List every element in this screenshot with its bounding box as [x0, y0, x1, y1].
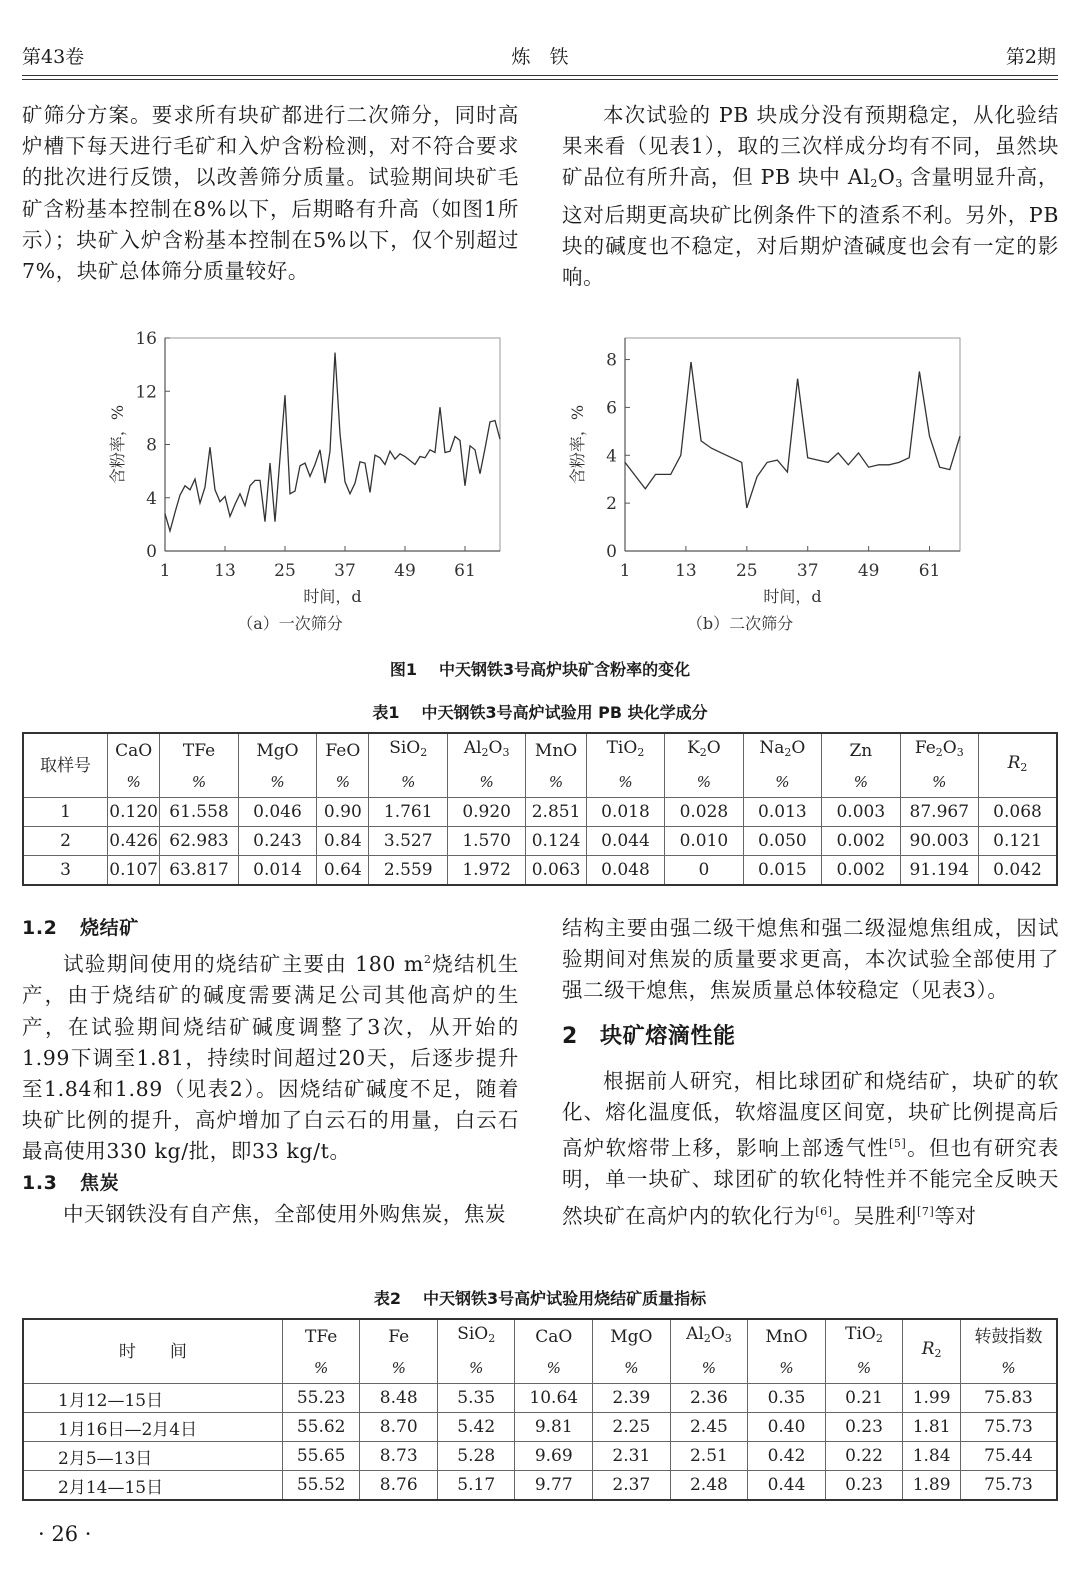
table1-caption: 表1 中天钢铁3号高炉试验用 PB 块化学成分	[372, 703, 708, 722]
table-cell: 0.018	[586, 798, 664, 827]
table-cell: 0.84	[317, 827, 369, 856]
column-header: TiO$_2$	[825, 1319, 902, 1353]
unit-label: %	[586, 767, 664, 798]
svg-text:49: 49	[857, 561, 880, 581]
column-header: TiO$_2$	[586, 733, 664, 767]
unit-label: %	[961, 1353, 1058, 1384]
table-cell: 2.51	[670, 1442, 748, 1471]
table-cell: 75.73	[961, 1471, 1058, 1501]
svg-text:61: 61	[454, 561, 476, 581]
table-cell: 0.22	[825, 1442, 902, 1471]
table-cell: 2.31	[593, 1442, 671, 1471]
unit-label: %	[670, 1353, 748, 1384]
svg-text:8: 8	[146, 435, 157, 456]
table-cell: 75.83	[961, 1384, 1058, 1413]
header-rule	[22, 79, 1058, 80]
paragraph: 本次试验的 PB 块成分没有预期稳定，从化验结果来看（见表1），取的三次样成分均有不同，虽然块矿品位有所升高，但 PB 块中 $Al_2O_3$ 含量明显升高，这对后期更高块矿比例条件下的渣系不利。另外，PB 块的碱度也不稳定，对后期炉渣碱度也会有一定的影响。	[562, 103, 1059, 290]
table-cell: 55.52	[282, 1471, 360, 1501]
section-heading-1-3: 1.3 焦炭	[22, 1171, 120, 1194]
table-cell: 2.37	[593, 1471, 671, 1501]
svg-text:13: 13	[675, 561, 697, 581]
column-header: SiO$_2$	[369, 733, 447, 767]
svg-text:含粉率，%: 含粉率，%	[108, 404, 127, 485]
unit-label: %	[447, 767, 525, 798]
svg-text:1: 1	[619, 561, 631, 581]
unit-label: %	[665, 767, 743, 798]
table-cell: 0.014	[238, 856, 316, 886]
table-cell: 91.194	[900, 856, 978, 886]
table-row	[23, 1442, 1057, 1471]
svg-text:37: 37	[796, 561, 819, 581]
svg-text:61: 61	[918, 561, 941, 581]
column-header: MnO	[526, 733, 586, 767]
left-column-top	[22, 100, 519, 287]
table-pb-chemical-composition	[22, 732, 1058, 886]
svg-text:0: 0	[606, 542, 617, 562]
table-cell: 1.761	[369, 798, 447, 827]
unit-label: %	[900, 767, 978, 798]
right-column-top	[562, 100, 1059, 293]
table-cell: 2.48	[670, 1471, 748, 1501]
citation[interactable]: [6]	[815, 1204, 833, 1218]
row-header-cell: 取样号	[23, 733, 107, 798]
unit-label: %	[593, 1353, 671, 1384]
svg-text:25: 25	[274, 561, 296, 581]
table-cell: 75.44	[961, 1442, 1058, 1471]
svg-text:8: 8	[606, 350, 617, 371]
table-cell: 0.42	[748, 1442, 826, 1471]
table-cell: 0.90	[317, 798, 369, 827]
column-header: FeO	[317, 733, 369, 767]
row-header-cell: 时 间	[23, 1319, 282, 1384]
unit-label: %	[515, 1353, 593, 1384]
plot-frame	[625, 338, 960, 551]
column-header: MgO	[593, 1319, 671, 1353]
table-cell: 0.243	[238, 827, 316, 856]
table-cell: 5.17	[437, 1471, 514, 1501]
table-cell: 1.81	[903, 1413, 961, 1442]
table-cell: 0.44	[748, 1471, 826, 1501]
unit-label: %	[825, 1353, 902, 1384]
table-cell: 0.35	[748, 1384, 826, 1413]
table-cell: 0.23	[825, 1413, 902, 1442]
table-row	[23, 1413, 1057, 1442]
unit-label: %	[107, 767, 159, 798]
table-cell: 0.426	[107, 827, 159, 856]
table-cell: 5.42	[437, 1413, 514, 1442]
left-column-bottom	[22, 913, 519, 1230]
unit-label: %	[526, 767, 586, 798]
table-cell: 1月12—15日	[23, 1384, 282, 1413]
svg-text:含粉率，%: 含粉率，%	[568, 404, 587, 485]
paragraph: 中天钢铁没有自产焦，全部使用外购焦炭，焦炭	[63, 1201, 507, 1226]
table-cell: 2	[23, 827, 107, 856]
table-cell: 0.002	[822, 856, 900, 886]
svg-text:37: 37	[334, 561, 356, 581]
svg-text:12: 12	[135, 382, 157, 403]
table-row	[23, 1384, 1057, 1413]
table-cell: 0.40	[748, 1413, 826, 1442]
table-cell: 1.84	[903, 1442, 961, 1471]
column-header: 转鼓指数	[961, 1319, 1058, 1353]
table-cell: 2.25	[593, 1413, 671, 1442]
table-cell: 5.28	[437, 1442, 514, 1471]
svg-text:1: 1	[159, 561, 171, 581]
section-heading-2: 2 块矿熔滴性能	[562, 1023, 736, 1049]
table-cell: 0.044	[586, 827, 664, 856]
table-cell: 0.920	[447, 798, 525, 827]
paragraph: 矿筛分方案。要求所有块矿都进行二次筛分，同时高炉槽下每天进行毛矿和入炉含粉检测，对不符合要求的批次进行反馈，以改善筛分质量。试验期间块矿毛矿含粉基本控制在8%以下，后期略有升高（如图1所示）；块矿入炉含粉基本控制在5%以下，仅个别超过7%，块矿总体筛分质量较好。	[22, 103, 519, 284]
table-cell: 0.013	[743, 798, 821, 827]
plot-frame	[165, 338, 500, 551]
svg-text:2: 2	[606, 494, 617, 515]
table-cell: 75.73	[961, 1413, 1058, 1442]
column-header: $Al_2O_3$	[670, 1319, 748, 1353]
svg-text:49: 49	[394, 561, 416, 581]
svg-text:4: 4	[606, 446, 617, 467]
svg-text:时间，d: 时间，d	[763, 587, 822, 606]
table-cell: 0.121	[979, 827, 1058, 856]
table-cell: 1	[23, 798, 107, 827]
table-cell: 0.120	[107, 798, 159, 827]
table-row	[23, 827, 1057, 856]
table-cell: 1月16日—2月4日	[23, 1413, 282, 1442]
paragraph: 试验期间使用的烧结矿主要由 180 $m^2$烧结机生产，由于烧结矿的碱度需要满足公司其他高炉的生产，在试验期间烧结矿碱度调整了3次，从开始的1.99下调至1.81，持续时间超过20天，后逐步提升至1.84和1.89（见表2）。因烧结矿碱度不足，随着块矿比例的提升，高炉增加了白云石的用量，白云石最高使用330 kg/批，即33 kg/t。	[22, 952, 519, 1164]
table-cell: 9.81	[515, 1413, 593, 1442]
column-header: $Al_2O_3$	[447, 733, 525, 767]
figure-caption: 图1 中天钢铁3号高炉块矿含粉率的变化	[389, 660, 691, 679]
table-cell: 0.107	[107, 856, 159, 886]
table-cell: 2月14—15日	[23, 1471, 282, 1501]
svg-text:13: 13	[214, 561, 236, 581]
column-header: $K_2O$	[665, 733, 743, 767]
section-heading-1-2: 1.2 烧结矿	[22, 917, 139, 939]
table-sinter-quality	[22, 1318, 1058, 1501]
table-cell: 0.046	[238, 798, 316, 827]
header-rule	[22, 75, 1058, 76]
unit-label: %	[743, 767, 821, 798]
svg-text:25: 25	[735, 561, 758, 581]
line-chart-secondary-screening	[560, 325, 980, 615]
unit-label: %	[282, 1353, 360, 1384]
table-cell: 63.817	[160, 856, 238, 886]
table-cell: 3.527	[369, 827, 447, 856]
column-header: $R_2$	[903, 1319, 961, 1384]
table-cell: 1.89	[903, 1471, 961, 1501]
subcaption-a: （a）一次筛分	[237, 614, 343, 633]
paragraph: 结构主要由强二级干熄焦和强二级湿熄焦组成，因试验期间对焦炭的质量要求更高，本次试验全部使用了强二级干熄焦，焦炭质量总体较稳定（见表3）。	[562, 916, 1059, 1003]
table-cell: 1.99	[903, 1384, 961, 1413]
line-chart-primary-screening	[100, 325, 520, 615]
unit-label: %	[317, 767, 369, 798]
table2-caption: 表2 中天钢铁3号高炉试验用烧结矿质量指标	[373, 1289, 707, 1308]
table-row	[23, 1471, 1057, 1501]
unit-label: %	[822, 767, 900, 798]
table-cell: 2.36	[670, 1384, 748, 1413]
unit-label: %	[160, 767, 238, 798]
table-cell: 2.45	[670, 1413, 748, 1442]
table-cell: 2.39	[593, 1384, 671, 1413]
column-header: $Na_2O$	[743, 733, 821, 767]
table-cell: 0.015	[743, 856, 821, 886]
svg-text:时间，d: 时间，d	[303, 587, 362, 606]
data-series	[165, 353, 500, 531]
table-cell: 2月5—13日	[23, 1442, 282, 1471]
citation[interactable]: [5]	[889, 1137, 907, 1151]
paragraph: 根据前人研究，相比球团矿和烧结矿，块矿的软化、熔化温度低，软熔温度区间宽，块矿比例提高后高炉软熔带上移，影响上部透气性[5]。但也有研究表明，单一块矿、球团矿的软化特性并不能完全反映天然块矿在高炉内的软化行为[6]。吴胜利[7]等对	[562, 1068, 1060, 1228]
table-cell: 0.64	[317, 856, 369, 886]
right-column-bottom	[562, 913, 1059, 1232]
table-cell: 0	[665, 856, 743, 886]
table-cell: 0.050	[743, 827, 821, 856]
unit-label: %	[360, 1353, 437, 1384]
table-cell: 8.76	[360, 1471, 437, 1501]
table-cell: 0.042	[979, 856, 1058, 886]
running-head-issue: 第2期	[1005, 46, 1056, 68]
table-cell: 55.62	[282, 1413, 360, 1442]
table-cell: 1.972	[447, 856, 525, 886]
table-cell: 0.124	[526, 827, 586, 856]
table-cell: 0.068	[979, 798, 1058, 827]
column-header: SiO$_2$	[437, 1319, 514, 1353]
table-cell: 0.003	[822, 798, 900, 827]
column-header: $Fe_2O_3$	[900, 733, 978, 767]
table-cell: 0.048	[586, 856, 664, 886]
table-cell: 2.851	[526, 798, 586, 827]
svg-text:4: 4	[146, 488, 157, 509]
column-header: TFe	[160, 733, 238, 767]
unit-label: %	[748, 1353, 826, 1384]
citation[interactable]: [7]	[917, 1204, 935, 1218]
running-head-volume: 第43卷	[22, 46, 85, 68]
column-header: MnO	[748, 1319, 826, 1353]
table-cell: 61.558	[160, 798, 238, 827]
table-cell: 55.23	[282, 1384, 360, 1413]
running-head-journal: 炼 铁	[511, 46, 569, 68]
table-cell: 55.65	[282, 1442, 360, 1471]
table-cell: 0.010	[665, 827, 743, 856]
table-cell: 0.063	[526, 856, 586, 886]
table-cell: 0.028	[665, 798, 743, 827]
table-cell: 90.003	[900, 827, 978, 856]
page-number: · 26 ·	[38, 1522, 92, 1546]
subcaption-b: （b）二次筛分	[686, 614, 794, 633]
table-cell: 10.64	[515, 1384, 593, 1413]
table-cell: 1.570	[447, 827, 525, 856]
unit-label: %	[437, 1353, 514, 1384]
table-row	[23, 856, 1057, 886]
column-header: Fe	[360, 1319, 437, 1353]
table-cell: 0.002	[822, 827, 900, 856]
table-cell: 8.48	[360, 1384, 437, 1413]
column-header: MgO	[238, 733, 316, 767]
table-cell: 9.69	[515, 1442, 593, 1471]
table-cell: 0.21	[825, 1384, 902, 1413]
column-header: CaO	[107, 733, 159, 767]
table-cell: 0.23	[825, 1471, 902, 1501]
svg-text:16: 16	[135, 329, 157, 349]
unit-label: %	[238, 767, 316, 798]
svg-text:6: 6	[606, 398, 617, 419]
column-header: TFe	[282, 1319, 360, 1353]
table-cell: 62.983	[160, 827, 238, 856]
table-cell: 8.73	[360, 1442, 437, 1471]
unit-label: %	[369, 767, 447, 798]
table-cell: 3	[23, 856, 107, 886]
column-header: Zn	[822, 733, 900, 767]
data-series	[625, 362, 960, 508]
table-cell: 9.77	[515, 1471, 593, 1501]
table-row	[23, 798, 1057, 827]
table-cell: 87.967	[900, 798, 978, 827]
column-header: $R_2$	[979, 733, 1058, 798]
svg-text:0: 0	[146, 542, 157, 562]
table-cell: 8.70	[360, 1413, 437, 1442]
table-cell: 2.559	[369, 856, 447, 886]
column-header: CaO	[515, 1319, 593, 1353]
table-cell: 5.35	[437, 1384, 514, 1413]
